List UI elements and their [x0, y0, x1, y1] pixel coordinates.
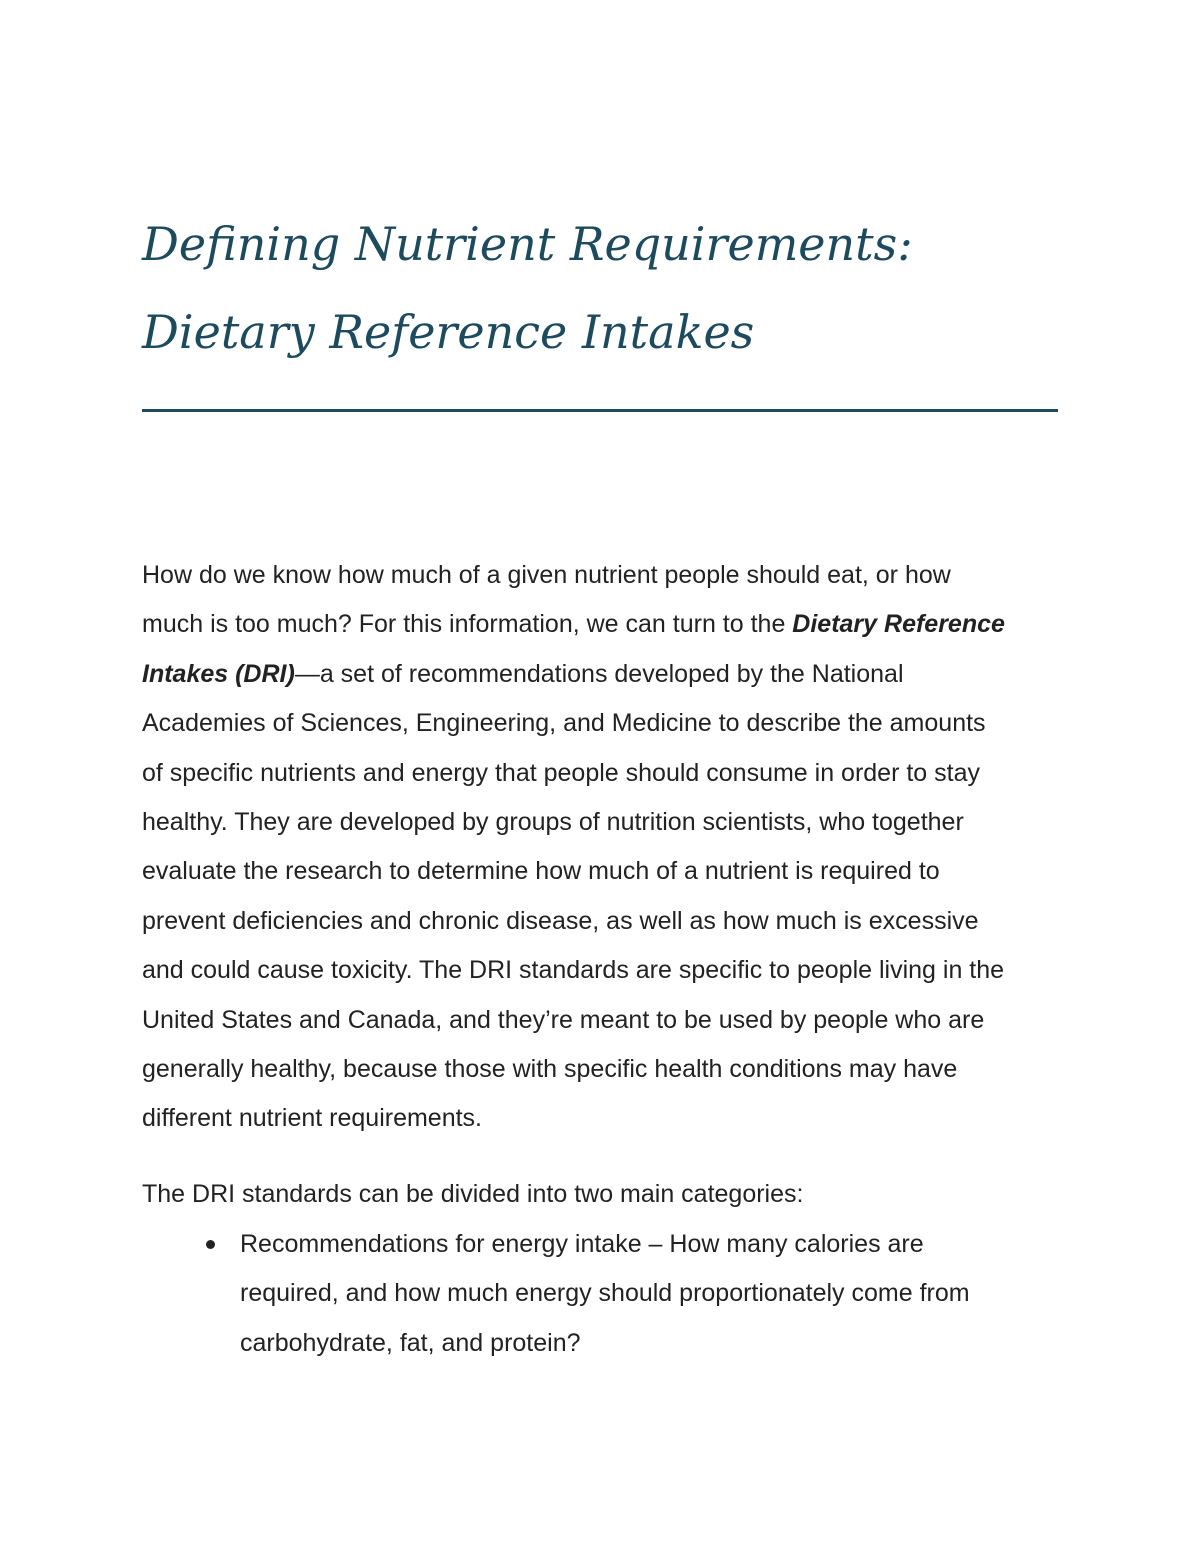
text-fragment: generally healthy, because those with specific health conditions may have [142, 1055, 958, 1084]
paragraph-line [142, 600, 1058, 649]
paragraph-line [142, 847, 1058, 896]
categories-intro: The DRI standards can be divided into two main categories: [142, 1180, 804, 1208]
bullet-icon [206, 1240, 215, 1249]
text-fragment: prevent deficiencies and chronic disease, as well as how much is excessive [142, 906, 979, 935]
paragraph-line [142, 1045, 1058, 1094]
dri-term-continued: Intakes (DRI) [142, 659, 295, 688]
paragraph-line [142, 1094, 1058, 1143]
list-item-line: required, and how much energy should proportionately come from [240, 1279, 970, 1308]
categories-list [142, 1220, 1058, 1368]
paragraph-line [142, 798, 1058, 847]
title-divider [142, 409, 1058, 412]
dri-term: Dietary Reference [792, 610, 1005, 639]
paragraph-line [142, 996, 1058, 1045]
title-line-1: Defining Nutrient Requirements: [142, 217, 913, 271]
text-fragment: of specific nutrients and energy that people should consume in order to stay [142, 758, 981, 787]
paragraph-line [142, 749, 1058, 798]
paragraph-line [142, 946, 1058, 995]
title-line-2: Dietary Reference Intakes [142, 305, 755, 359]
text-fragment: United States and Canada, and they’re meant to be used by people who are [142, 1005, 985, 1034]
text-fragment: and could cause toxicity. The DRI standards are specific to people living in the [142, 956, 1005, 985]
paragraph-line [142, 650, 1058, 699]
page-title [142, 200, 1058, 376]
text-fragment: Academies of Sciences, Engineering, and Medicine to describe the amounts [142, 709, 986, 738]
text-fragment: —a set of recommendations developed by the National [294, 659, 904, 688]
list-item-line: Recommendations for energy intake – How many calories are [240, 1230, 924, 1258]
text-fragment: evaluate the research to determine how much of a nutrient is required to [142, 857, 940, 886]
list-item [142, 1220, 1058, 1368]
paragraph-line [142, 897, 1058, 946]
text-fragment: much is too much? For this information, we can turn to the [142, 610, 793, 639]
text-fragment: How do we know how much of a given nutrient people should eat, or how [142, 561, 951, 589]
intro-paragraph [142, 551, 1058, 1144]
text-fragment: different nutrient requirements. [142, 1104, 483, 1133]
text-fragment: healthy. They are developed by groups of nutrition scientists, who together [142, 808, 964, 837]
paragraph-line [142, 551, 1058, 600]
list-item-line: carbohydrate, fat, and protein? [240, 1328, 581, 1357]
paragraph-line [142, 699, 1058, 748]
